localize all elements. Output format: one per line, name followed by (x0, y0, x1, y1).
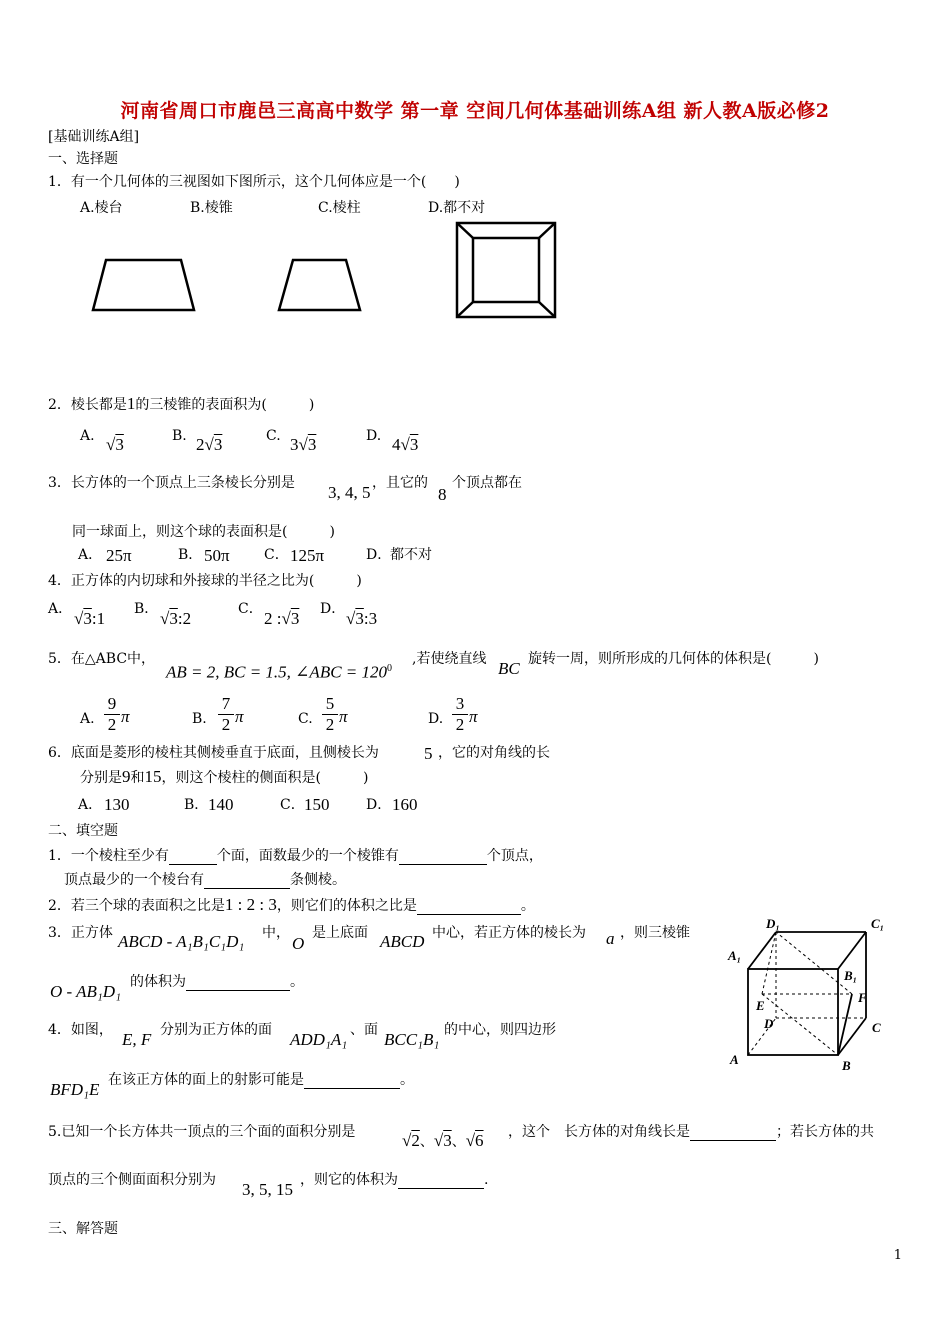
f4-ef: E, F (122, 1030, 152, 1049)
q5-option-a-pi: π (121, 707, 130, 726)
q2-option-d-label: D. (366, 428, 382, 444)
top-view-frustum (452, 218, 560, 322)
f5-areas: √2、√3、√6 (402, 1131, 484, 1150)
q4-option-a-value: √3:1 (74, 609, 106, 628)
q6-option-c-label: C． (280, 797, 305, 813)
f3-o: O (292, 934, 305, 953)
side-view-trapezoid (274, 255, 366, 315)
f4-face2: BCC₁B₁ (384, 1030, 440, 1049)
label-b: B (842, 1058, 851, 1073)
q5-option-c-fraction: 5 2 (322, 695, 338, 734)
q2-option-c-value: 3√3 (290, 435, 317, 454)
q2-option-b-label: B. (172, 428, 187, 444)
q6-stem-a: 6．底面是菱形的棱柱其侧棱垂直于底面，且侧棱长为 (48, 745, 379, 761)
q5-option-d-fraction: 3 2 (452, 695, 468, 734)
f3-edge-a: a (606, 929, 615, 948)
q4-option-d-value: √3:3 (346, 609, 378, 628)
f3-c: 是上底面 (312, 925, 368, 941)
q3-stem-b: ，且它的 (372, 475, 428, 491)
q5-option-d-pi: π (469, 707, 478, 726)
f5-d: 顶点的三个侧面面积分别为 (48, 1172, 216, 1188)
q5-stem-b: ,若使绕直线 (412, 651, 487, 667)
page-title: 河南省周口市鹿邑三高高中数学 第一章 空间几何体基础训练A组 新人教A版必修2 (120, 100, 830, 122)
f3-cube: ABCD - A₁B₁C₁D₁ (118, 932, 245, 951)
f4-a: 4．如图， (48, 1022, 113, 1038)
q4-option-c-label: C． (238, 601, 263, 617)
q5-option-b-fraction: 7 2 (218, 695, 234, 734)
q4-stem: 4．正方体的内切球和外接球的半径之比为( ) (48, 573, 362, 589)
q1-option-c: C.棱柱 (318, 200, 361, 216)
q3-option-a-label: A． (78, 547, 103, 563)
q5-stem-c: 旋转一周，则所形成的几何体的体积是( ) (528, 651, 819, 667)
q3-option-b-label: B． (178, 547, 203, 563)
q2-edge: 1 (126, 394, 136, 413)
q6-option-c-value: 150 (304, 795, 330, 814)
cube-figure (726, 914, 896, 1078)
q2-stem-a: 2．棱长都是 (48, 397, 127, 413)
f5-side-areas: 3, 5, 15 (242, 1180, 293, 1199)
q5-option-c-label: C. (298, 711, 313, 727)
q3-option-a-value: 25π (106, 546, 132, 565)
q4-option-d-label: D． (320, 601, 346, 617)
q5-option-b-label: B. (192, 711, 207, 727)
q5-option-a-fraction: 9 2 (104, 695, 120, 734)
label-a1: A₁ (728, 948, 742, 963)
front-view-trapezoid (88, 255, 200, 315)
q5-axis-line: BC (498, 659, 520, 678)
f3-b: 中， (262, 925, 290, 941)
q3-option-c-value: 125π (290, 546, 325, 565)
f1-blank-2 (399, 850, 487, 865)
q6-option-d-label: D． (366, 797, 392, 813)
q2-option-a-label: A. (80, 428, 95, 444)
q3-vertices: 8 (438, 485, 447, 504)
f4-sep: 、面 (350, 1022, 378, 1038)
section-choice: 一、选择题 (48, 151, 118, 167)
q3-option-d-value: 都不对 (390, 547, 432, 563)
q1-stem: 1．有一个几何体的三视图如下图所示，这个几何体应是一个( ) (48, 174, 460, 190)
q5-option-b-pi: π (235, 707, 244, 726)
f1-blank-3 (204, 874, 290, 889)
q6-stem-b: ，它的对角线的长 (438, 745, 550, 761)
f3-pyramid: O - AB₁D₁ (50, 982, 121, 1001)
label-a: A (730, 1052, 739, 1067)
q6-option-b-value: 140 (208, 795, 234, 814)
q6-option-d-value: 160 (392, 795, 418, 814)
f3-e: ，则三棱锥 (620, 925, 690, 941)
q6-stem-c: 分别是9和15，则这个棱柱的侧面积是( ) (80, 767, 369, 786)
q5-stem-a: 5．在△ABC中， (48, 651, 156, 667)
q3-stem-d: 同一球面上，则这个球的表面积是( ) (72, 524, 335, 540)
q4-option-b-value: √3:2 (160, 609, 192, 628)
section-fill-in: 二、填空题 (48, 823, 118, 839)
f1-line2: 顶点最少的一个棱台有 条侧棱。 (64, 872, 346, 888)
label-f: F (858, 990, 867, 1005)
label-e: E (756, 998, 765, 1013)
f4-quad: BFD₁E (50, 1080, 100, 1099)
q2-option-d-value: 4√3 (392, 435, 419, 454)
f5-e: ，则它的体积为 . (300, 1172, 489, 1188)
q1-option-d: D.都不对 (428, 200, 486, 216)
q1-option-a: A.棱台 (80, 200, 123, 216)
f5-b: ，这个 长方体的对角线长是 ；若长方体的共 (508, 1124, 874, 1140)
q5-condition: AB = 2, BC = 1.5, ∠ABC = $120^0$ (166, 662, 393, 682)
q2-option-c-label: C. (266, 428, 281, 444)
q2-option-b-value: 2√3 (196, 435, 223, 454)
q6-option-a-label: A． (78, 797, 103, 813)
q2-option-a-value: √3 (106, 435, 124, 454)
f2-line: 2．若三个球的表面积之比是1 : 2 : 3，则它们的体积之比是 。 (48, 895, 535, 914)
q5-option-c-pi: π (339, 707, 348, 726)
q1-option-b: B.棱锥 (190, 200, 233, 216)
f1-line1: 1．一个棱柱至少有 个面，面数最少的一个棱锥有 个顶点， (48, 848, 543, 864)
q2-stem-b: 的三棱锥的表面积为( ) (135, 397, 315, 413)
q4-option-c-value: 2 :√3 (264, 609, 300, 628)
q6-option-a-value: 130 (104, 795, 130, 814)
q3-option-b-value: 50π (204, 546, 230, 565)
q6-option-b-label: B． (184, 797, 209, 813)
q2-stem (48, 395, 314, 414)
f3-d: 中心，若正方体的棱长为 (432, 925, 586, 941)
label-d: D (764, 1016, 774, 1031)
f3-face: ABCD (380, 932, 425, 951)
f5-a: 5.已知一个长方体共一顶点的三个面的面积分别是 (48, 1124, 356, 1140)
q3-stem-c: 个顶点都在 (452, 475, 522, 491)
q3-stem-a: 3．长方体的一个顶点上三条棱长分别是 (48, 475, 295, 491)
label-c1: C₁ (871, 916, 885, 931)
q4-option-a-label: A． (48, 601, 73, 617)
label-b1: B₁ (844, 968, 858, 983)
f2-blank (417, 900, 521, 915)
section-answer: 三、解答题 (48, 1221, 118, 1237)
f4-face1: ADD₁A₁ (290, 1030, 348, 1049)
f4-blank (304, 1074, 400, 1089)
f3-f: 的体积为 。 (130, 974, 304, 990)
label-d1: D₁ (766, 916, 780, 931)
f3-blank (186, 976, 290, 991)
q3-option-d-label: D． (366, 547, 392, 563)
f1-blank-1 (169, 850, 217, 865)
f5-blank-1 (690, 1126, 776, 1141)
q5-option-d-label: D. (428, 711, 444, 727)
group-label: [基础训练A组] (48, 129, 140, 145)
f3-a: 3．正方体 (48, 925, 113, 941)
q5-option-a-label: A. (80, 711, 95, 727)
page-number: 1 (893, 1248, 902, 1263)
q3-edges: 3, 4, 5 (328, 483, 371, 502)
f4-b: 分别为正方体的面 (160, 1022, 272, 1038)
q6-edge-length: 5 (424, 744, 433, 763)
f4-c: 的中心，则四边形 (444, 1022, 556, 1038)
f4-d: 在该正方体的面上的射影可能是 。 (108, 1072, 414, 1088)
label-c: C (872, 1020, 881, 1035)
q4-option-b-label: B． (134, 601, 159, 617)
f5-blank-2 (398, 1174, 484, 1189)
q3-option-c-label: C． (264, 547, 289, 563)
